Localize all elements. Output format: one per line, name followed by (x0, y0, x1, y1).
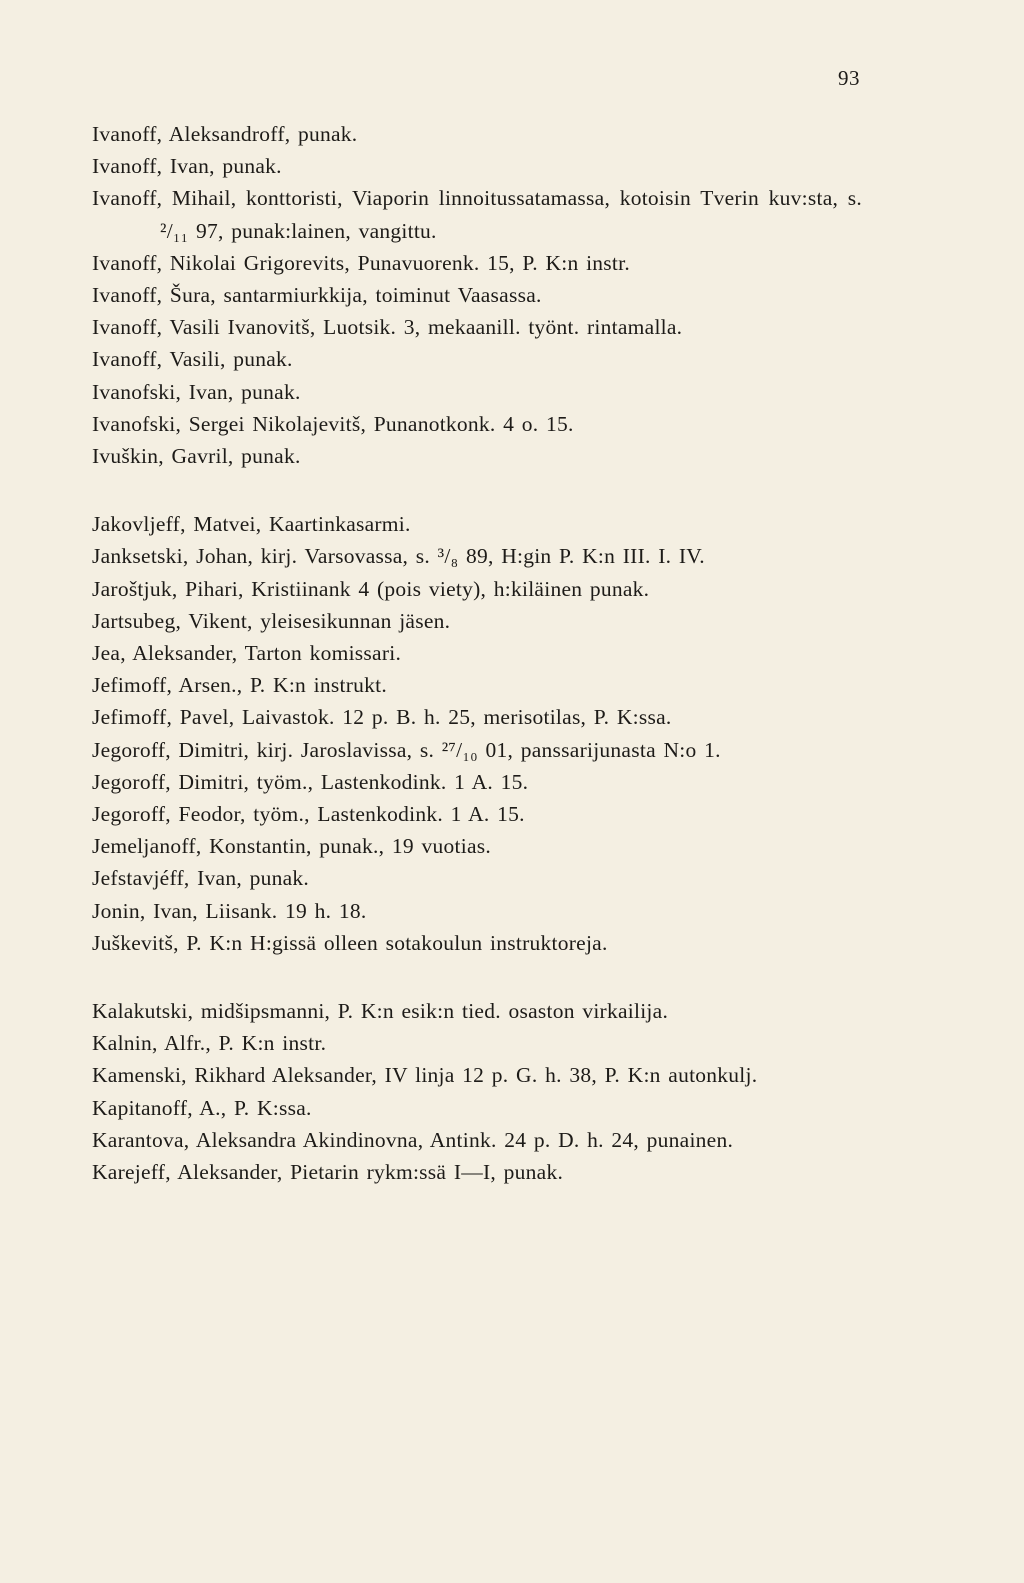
list-item: Ivanofski, Ivan, punak. (92, 379, 301, 404)
list-item: Jakovljeff, Matvei, Kaartinkasarmi. (92, 512, 411, 537)
list-item: Karantova, Aleksandra Akindinovna, Antink. 24 p. D. h. 24, punainen. (92, 1127, 734, 1152)
section-i-names (92, 118, 862, 472)
list-item: Ivanofski, Sergei Nikolajevitš, Punanotkonk. 4 o. 15. (92, 411, 574, 436)
page-number: 93 (838, 66, 860, 90)
list-item: Kalnin, Alfr., P. K:n instr. (92, 1031, 327, 1056)
list-item: Kalakutski, midšipsmanni, P. K:n esik:n tied. osaston virkailija. (92, 999, 669, 1024)
list-item: Ivanoff, Šura, santarmiurkkija, toiminut Vaasassa. (92, 283, 542, 308)
register-entries (92, 118, 862, 1188)
list-item: Jegoroff, Dimitri, kirj. Jaroslavissa, s. ²⁷/₁₀ 01, panssarijunasta N:o 1. (92, 737, 721, 762)
list-item: Ivanoff, Vasili Ivanovitš, Luotsik. 3, mekaanill. työnt. rintamalla. (92, 315, 683, 340)
list-item: Jonin, Ivan, Liisank. 19 h. 18. (92, 898, 367, 923)
list-item: Ivanoff, Ivan, punak. (92, 154, 282, 179)
list-item: Jea, Aleksander, Tarton komissari. (92, 641, 402, 666)
list-item: Jegoroff, Dimitri, työm., Lastenkodink. 1 A. 15. (92, 769, 529, 794)
section-j-names (92, 508, 862, 959)
list-item: Jartsubeg, Vikent, yleisesikunnan jäsen. (92, 608, 451, 633)
list-item: Jemeljanoff, Konstantin, punak., 19 vuotias. (92, 834, 491, 859)
list-item: Kamenski, Rikhard Aleksander, IV linja 12 p. G. h. 38, P. K:n autonkulj. (92, 1063, 758, 1088)
section-k-names (92, 995, 862, 1188)
list-item: Ivanoff, Mihail, konttoristi, Viaporin linnoitussatamassa, kotoisin Tverin kuv:sta, s. ²/₁₁ 97, punak:lainen, vangittu. (92, 186, 862, 243)
list-item: Karejeff, Aleksander, Pietarin rykm:ssä I—I, punak. (92, 1160, 564, 1185)
list-item: Jegoroff, Feodor, työm., Lastenkodink. 1 A. 15. (92, 802, 525, 827)
list-item: Jefimoff, Pavel, Laivastok. 12 p. B. h. 25, merisotilas, P. K:ssa. (92, 705, 672, 730)
list-item: Ivanoff, Vasili, punak. (92, 347, 293, 372)
list-item: Ivanoff, Nikolai Grigorevits, Punavuorenk. 15, P. K:n instr. (92, 250, 630, 275)
list-item: Ivuškin, Gavril, punak. (92, 444, 301, 469)
list-item: Ivanoff, Aleksandroff, punak. (92, 122, 358, 146)
list-item: Jefimoff, Arsen., P. K:n instrukt. (92, 673, 388, 698)
list-item: Janksetski, Johan, kirj. Varsovassa, s. ³/₈ 89, H:gin P. K:n III. I. IV. (92, 544, 705, 569)
list-item: Kapitanoff, A., P. K:ssa. (92, 1095, 312, 1120)
list-item: Jefstavjéff, Ivan, punak. (92, 866, 310, 891)
list-item: Jaroštjuk, Pihari, Kristiinank 4 (pois viety), h:kiläinen punak. (92, 576, 650, 601)
list-item: Juškevitš, P. K:n H:gissä olleen sotakoulun instruktoreja. (92, 930, 608, 955)
